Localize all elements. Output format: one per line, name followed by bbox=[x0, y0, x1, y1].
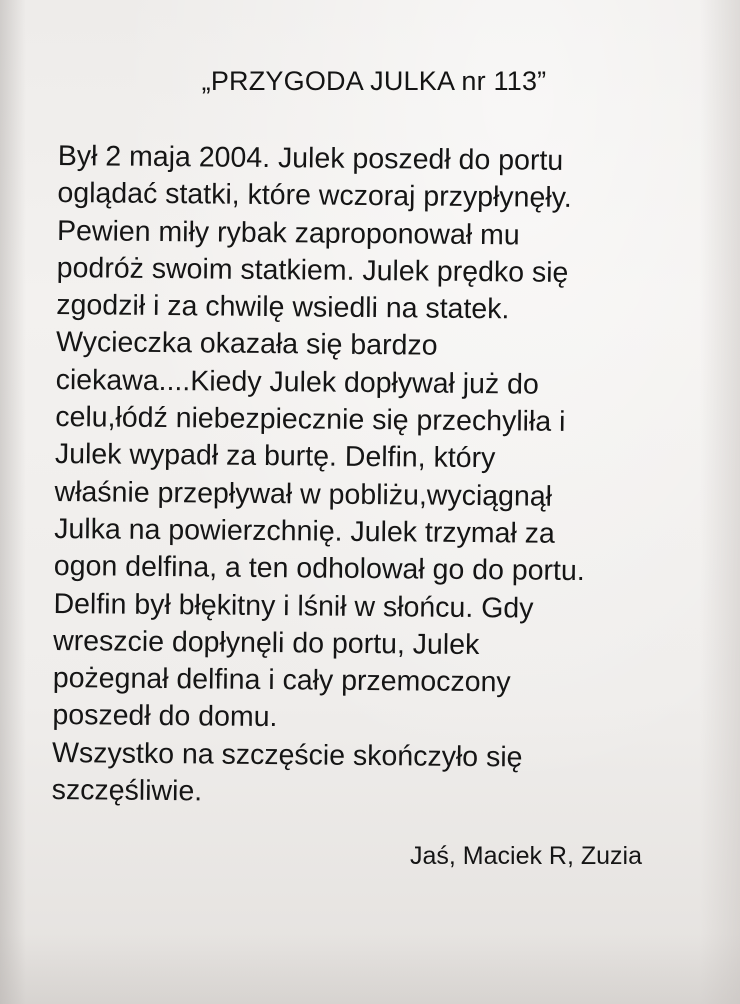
story-line: oglądać statki, które wczoraj przypłynęły. bbox=[57, 177, 572, 215]
story-line: pożegnał delfina i cały przemoczony bbox=[52, 662, 511, 699]
story-title: „PRZYGODA JULKA nr 113” bbox=[201, 66, 547, 96]
story-line: Wycieczka okazała się bardzo bbox=[55, 326, 438, 363]
story-line: właśnie przepływał w pobliżu,wyciągnął bbox=[54, 475, 553, 513]
authors-signature: Jaś, Maciek R, Zuzia bbox=[410, 842, 643, 870]
story-line: Wszystko na szczęście skończyło się bbox=[51, 736, 523, 774]
story-line: Julek wypadł za burtę. Delfin, który bbox=[54, 438, 496, 475]
story-line: zgodził i za chwilę wsiedli na statek. bbox=[56, 289, 510, 326]
story-body bbox=[52, 138, 718, 816]
story-line: Julka na powierzchnię. Julek trzymał za bbox=[54, 512, 555, 550]
story-line: Był 2 maja 2004. Julek poszedł do portu bbox=[57, 139, 564, 177]
story-line: ciekawa....Kiedy Julek dopływał już do bbox=[55, 363, 539, 401]
paper-shadow-bottom bbox=[0, 934, 740, 1004]
story-line: ogon delfina, a ten odholował go do portu. bbox=[53, 550, 585, 588]
story-line: celu,łódź niebezpiecznie się przechyliła i bbox=[55, 401, 566, 438]
story-line: Delfin był błękitny i lśnił w słońcu. Gdy bbox=[53, 587, 534, 625]
paper-shadow-left bbox=[0, 0, 26, 1004]
story-line: poszedł do domu. bbox=[52, 699, 278, 734]
story-line: szczęśliwie. bbox=[51, 774, 203, 808]
story-line: Pewien miły rybak zaproponował mu bbox=[56, 214, 520, 252]
story-line: podróż swoim statkiem. Julek prędko się bbox=[56, 251, 569, 289]
story-line: wreszcie dopłynęli do portu, Julek bbox=[53, 624, 480, 661]
